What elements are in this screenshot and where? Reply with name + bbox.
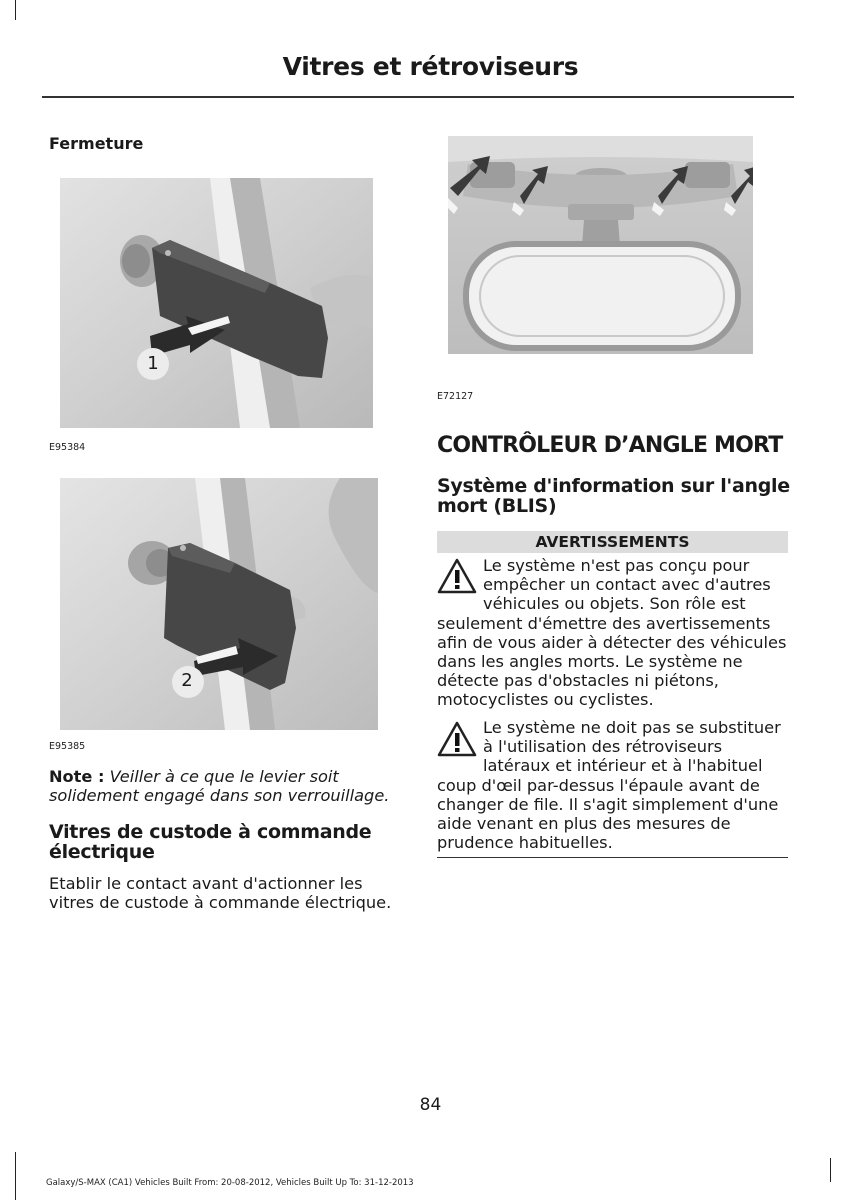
subsection-heading-blis: Système d'information sur l'angle mort (BLIS) <box>437 475 790 517</box>
lever-release-illustration <box>60 178 373 428</box>
section-heading-vitres: Vitres de custode à commande électrique <box>49 821 372 863</box>
note-text: Veiller à ce que le levier soit solidement engagé dans son verrouillage. <box>49 767 390 805</box>
warning-1-intro: Le système n'est pas conçu pour empêcher un contact avec d'autres véhicules ou objets. Son rôle est <box>483 556 771 614</box>
callout-2: 2 <box>181 670 193 691</box>
crop-mark-bottom-left <box>15 1152 16 1200</box>
figure-code: E95384 <box>49 442 86 453</box>
footer-vehicle-info: Galaxy/S-MAX (CA1) Vehicles Built From: 20-08-2012, Vehicles Built Up To: 31-12-2013 <box>46 1178 414 1188</box>
warning-2-intro: Le système ne doit pas se substituer à l'utilisation des rétroviseurs latéraux et intérieur et à l'habituel <box>483 718 781 776</box>
warnings-end-divider <box>437 857 788 858</box>
figure-code: E72127 <box>437 391 474 402</box>
warnings-title: AVERTISSEMENTS <box>437 531 788 553</box>
warning-text-2 <box>437 718 788 852</box>
section-heading-blind-spot: CONTRÔLEUR D’ANGLE MORT <box>437 433 783 458</box>
note-label: Note : <box>49 767 105 786</box>
callout-1: 1 <box>147 353 159 374</box>
crop-mark-bottom-right <box>830 1158 831 1182</box>
header-divider <box>42 96 794 98</box>
crop-mark-top-left <box>15 0 16 20</box>
blis-switches-illustration <box>448 136 753 354</box>
figure-blis-switches <box>448 136 753 354</box>
figure-lever-release <box>60 178 373 428</box>
page-number: 84 <box>419 1095 442 1115</box>
warning-text-1 <box>437 556 788 710</box>
page-title: Vitres et rétroviseurs <box>282 52 579 81</box>
paragraph-vitres: Etablir le contact avant d'actionner les vitres de custode à commande électrique. <box>49 874 392 912</box>
figure-code: E95385 <box>49 741 86 752</box>
note <box>49 767 399 805</box>
section-heading-fermeture: Fermeture <box>49 134 144 153</box>
warning-2-continuation: coup d'œil par-dessus l'épaule avant de changer de file. Il s'agit simplement d'une aide venant en plus des mesures de prudence habituelles. <box>437 775 779 853</box>
figure-lever-lock <box>60 478 378 730</box>
warning-1-continuation: seulement d'émettre des avertissements afin de vous aider à détecter des véhicules dans les angles morts. Le système ne détecte pas d'obstacles ni piétons, motocyclistes ou cyclistes. <box>437 613 787 710</box>
lever-lock-illustration <box>60 478 378 730</box>
